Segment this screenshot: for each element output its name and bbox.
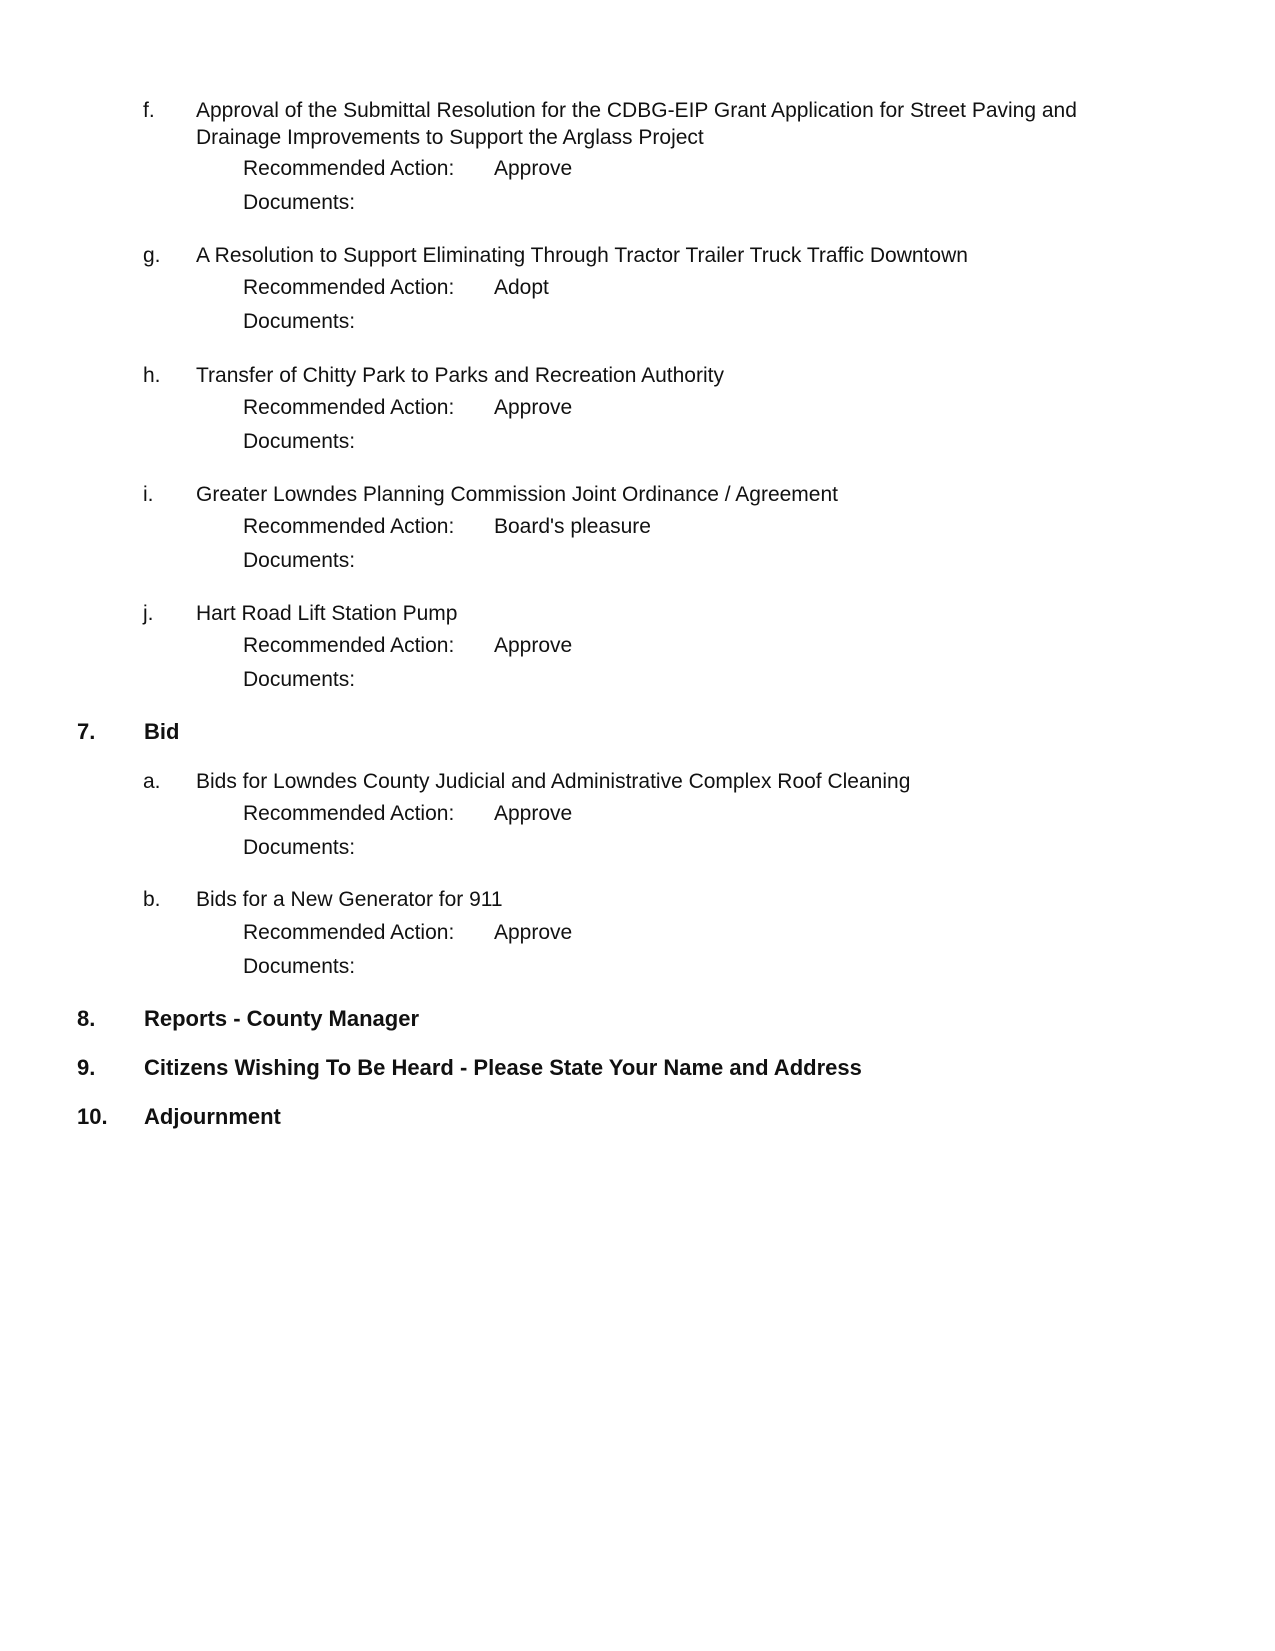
recommended-action-value: Approve bbox=[494, 634, 573, 657]
recommended-action-value: Approve bbox=[494, 157, 573, 180]
recommended-action-label: Recommended Action: bbox=[243, 634, 455, 657]
item-title: A Resolution to Support Eliminating Through Tractor Trailer Truck Traffic Downtown bbox=[196, 244, 968, 267]
recommended-action-label: Recommended Action: bbox=[243, 276, 455, 299]
documents-label: Documents: bbox=[243, 955, 356, 978]
item-letter: a. bbox=[143, 770, 161, 793]
recommended-action-label: Recommended Action: bbox=[243, 396, 455, 419]
recommended-action-value: Approve bbox=[494, 921, 573, 944]
recommended-action-value: Approve bbox=[494, 396, 573, 419]
item-letter: i. bbox=[143, 483, 154, 506]
section-number: 9. bbox=[77, 1055, 96, 1080]
documents-label: Documents: bbox=[243, 191, 356, 214]
item-title: Bids for a New Generator for 911 bbox=[196, 888, 503, 911]
documents-label: Documents: bbox=[243, 668, 356, 691]
section-number: 7. bbox=[77, 719, 96, 744]
recommended-action-value: Adopt bbox=[494, 276, 549, 299]
item-letter: g. bbox=[143, 244, 161, 267]
item-title-cont: Drainage Improvements to Support the Arglass Project bbox=[196, 126, 704, 149]
item-title: Hart Road Lift Station Pump bbox=[196, 602, 458, 625]
section-title: Reports - County Manager bbox=[144, 1006, 420, 1031]
item-letter: h. bbox=[143, 364, 161, 387]
documents-label: Documents: bbox=[243, 430, 356, 453]
section-number: 10. bbox=[77, 1104, 108, 1129]
item-title: Bids for Lowndes County Judicial and Administrative Complex Roof Cleaning bbox=[196, 770, 911, 793]
recommended-action-label: Recommended Action: bbox=[243, 921, 455, 944]
item-title: Approval of the Submittal Resolution for the CDBG-EIP Grant Application for Street Paving and bbox=[196, 99, 1077, 122]
recommended-action-label: Recommended Action: bbox=[243, 515, 455, 538]
recommended-action-value: Board's pleasure bbox=[494, 515, 651, 538]
recommended-action-label: Recommended Action: bbox=[243, 802, 455, 825]
section-title: Citizens Wishing To Be Heard - Please State Your Name and Address bbox=[144, 1055, 862, 1080]
recommended-action-label: Recommended Action: bbox=[243, 157, 455, 180]
item-letter: j. bbox=[143, 602, 154, 625]
item-letter: b. bbox=[143, 888, 161, 911]
item-title: Transfer of Chitty Park to Parks and Recreation Authority bbox=[196, 364, 724, 387]
recommended-action-value: Approve bbox=[494, 802, 573, 825]
documents-label: Documents: bbox=[243, 310, 356, 333]
section-number: 8. bbox=[77, 1006, 96, 1031]
item-letter: f. bbox=[143, 99, 155, 122]
section-title: Bid bbox=[144, 719, 180, 744]
documents-label: Documents: bbox=[243, 836, 356, 859]
section-title: Adjournment bbox=[144, 1104, 281, 1129]
item-title: Greater Lowndes Planning Commission Joint Ordinance / Agreement bbox=[196, 483, 838, 506]
documents-label: Documents: bbox=[243, 549, 356, 572]
